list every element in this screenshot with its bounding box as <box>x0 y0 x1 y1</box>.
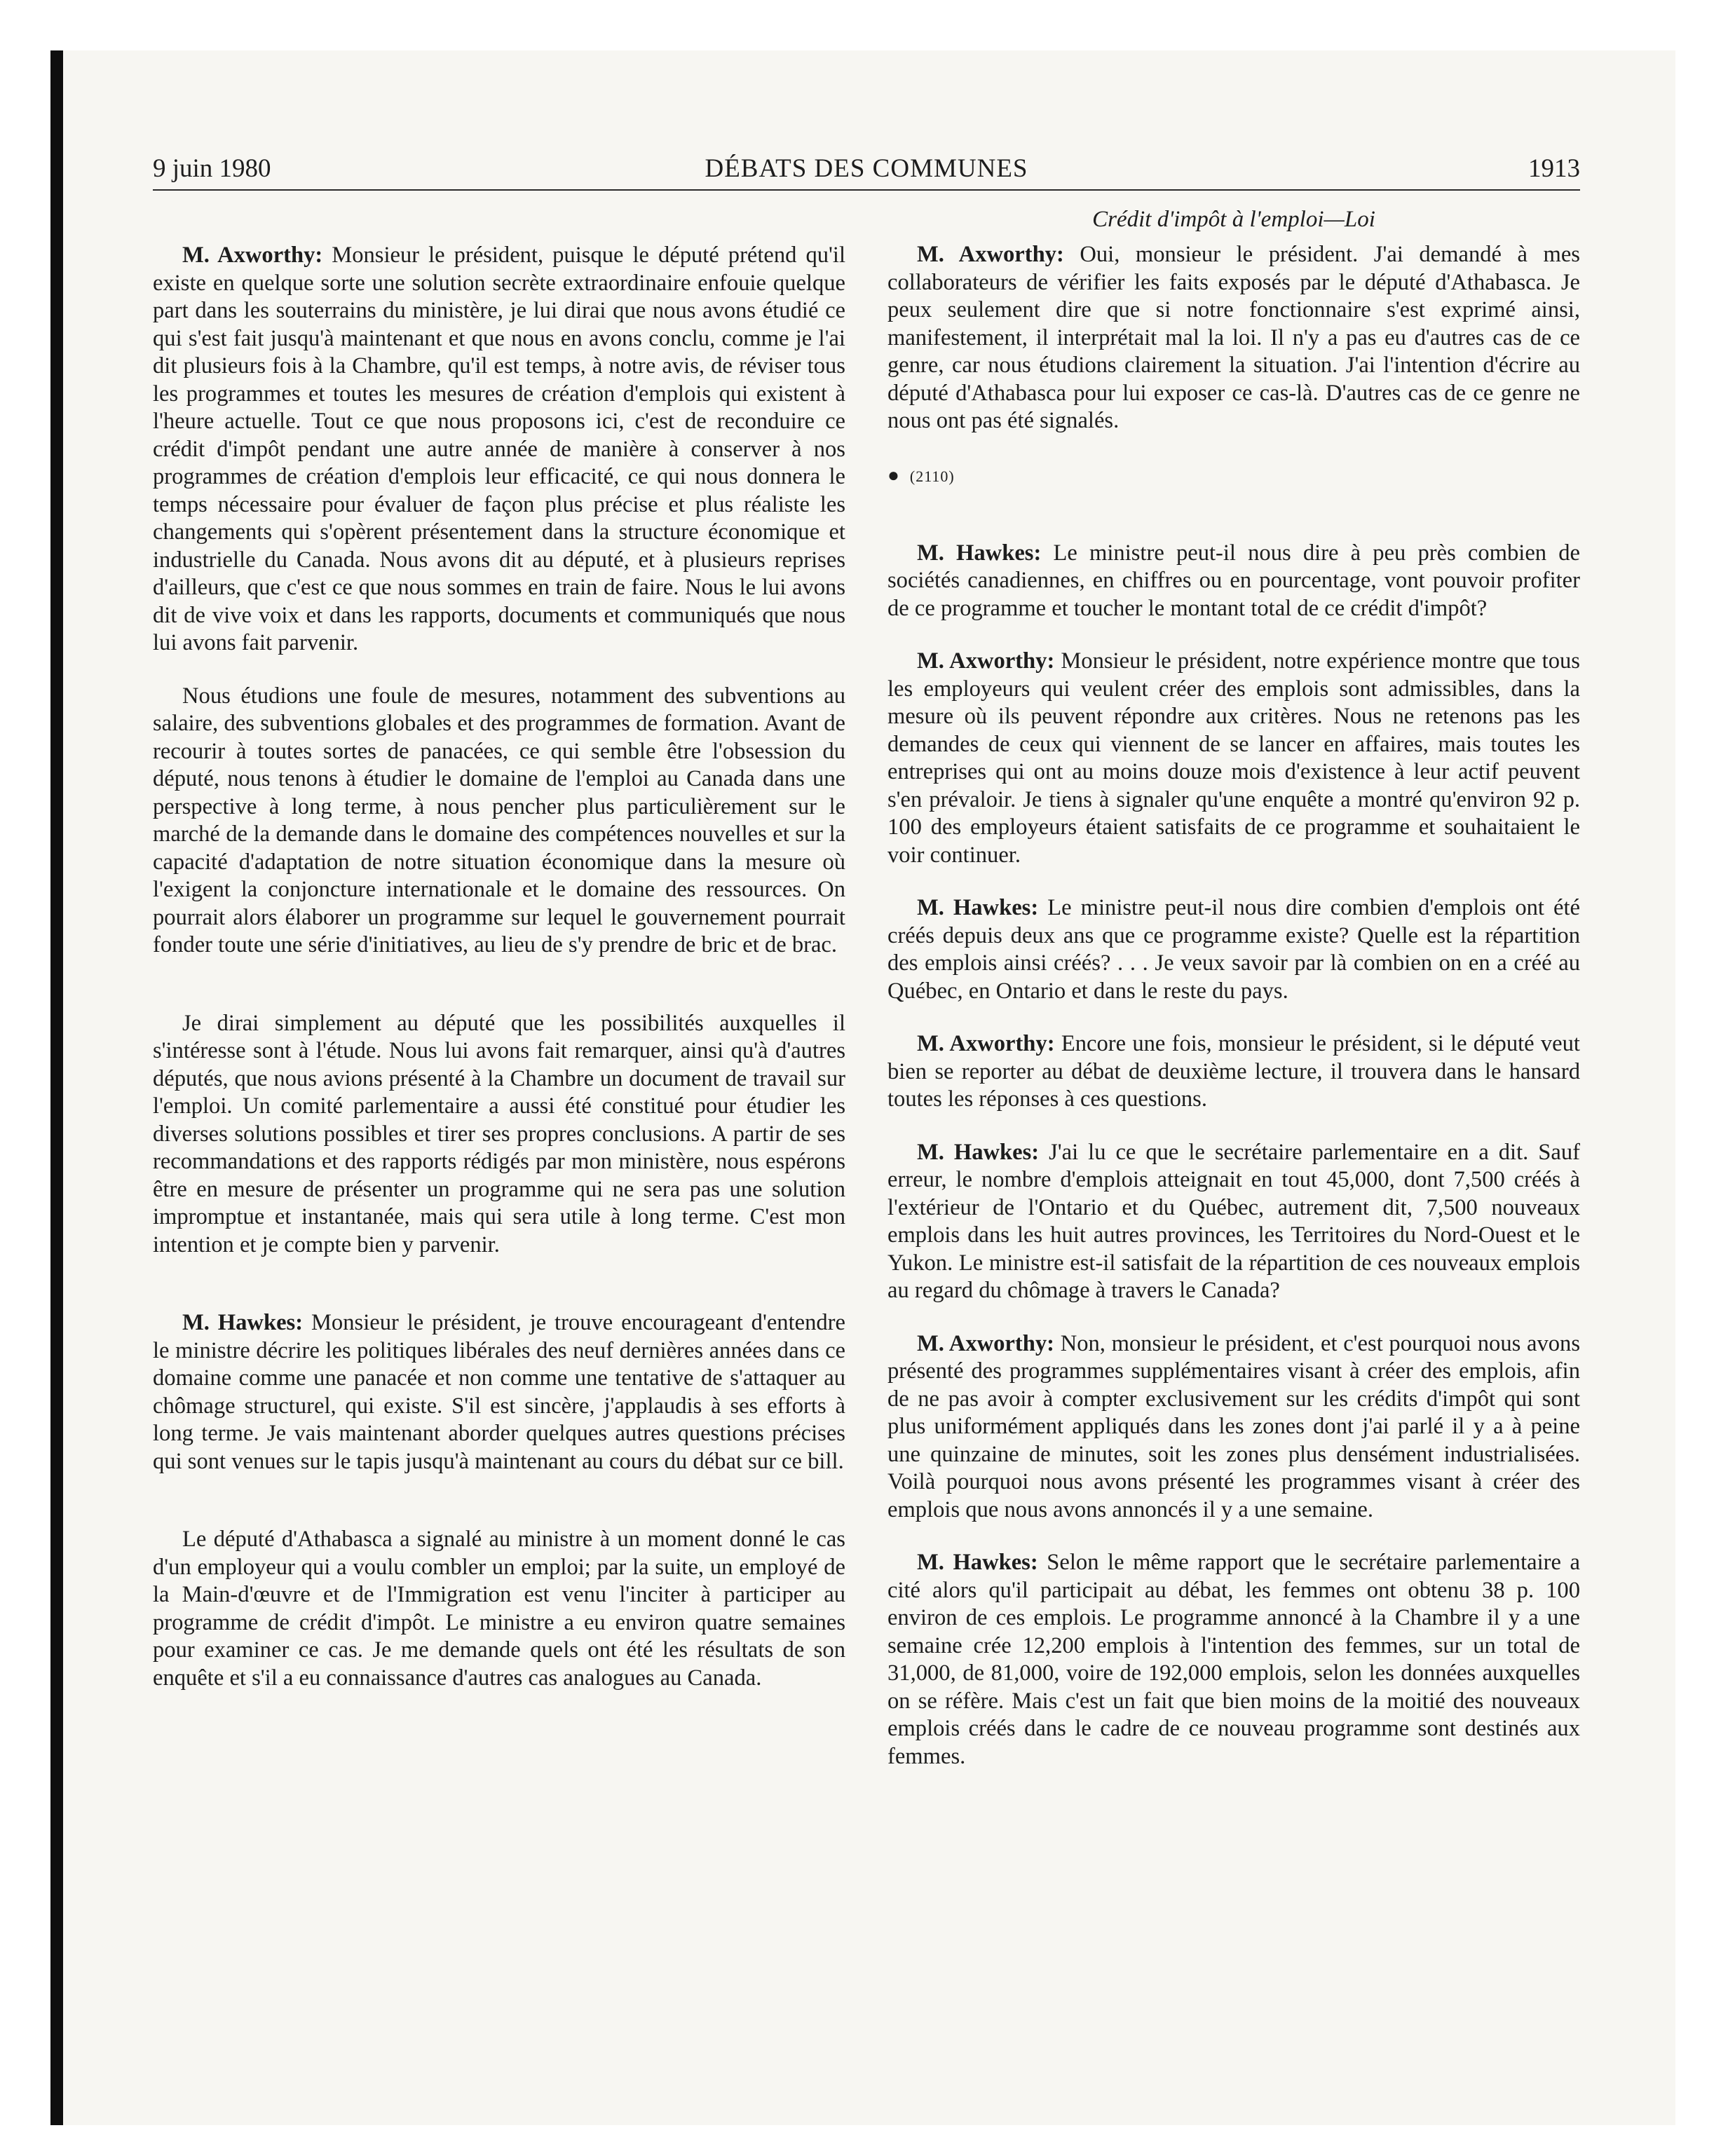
paragraph <box>887 540 1580 623</box>
paragraph <box>153 1309 845 1475</box>
page-number: 1913 <box>1528 154 1580 183</box>
subject-heading: Crédit d'impôt à l'emploi—Loi <box>1092 207 1375 232</box>
speaker-name: M. Hawkes: <box>917 1550 1038 1575</box>
speaker-name: M. Hawkes: <box>182 1310 304 1335</box>
paragraph-text: Monsieur le président, puisque le député prétend qu'il existe en quelque sorte une solution secrète extraordinaire enfouie quelque part dans les souterrains du ministère, je lui dirai que nous avons étudié ce qui s'est fait jusqu'à maintenant et que nous en avons conclu, comme je l'ai dit plusieurs fois à la Chambre, qu'il est temps, à notre avis, de réviser tous les programmes et toutes les mesures de création d'emplois qui existent à l'heure actuelle. Tout ce que nous proposons ici, c'est de reconduire ce crédit d'impôt pendant une autre année de manière à conserver à nos programmes de création d'emplois leur efficacité, ce qui nous donnera le temps nécessaire pour évaluer de façon plus précise et plus réaliste les changements qui s'opèrent présentement dans la structure économique et industrielle du Canada. Nous avons dit au député, et à plusieurs reprises d'ailleurs, que c'est ce que nous sommes en train de faire. Nous le lui avons dit de vive voix et dans les rapports, documents et communiqués que nous lui avons fait parvenir. <box>153 243 845 655</box>
paragraph <box>153 242 845 657</box>
speaker-name: M. Hawkes: <box>917 540 1042 566</box>
paragraph-text: Je dirai simplement au député que les possibilités auxquelles il s'intéresse sont à l'étude. Nous lui avons fait remarquer, ainsi qu'à d'autres députés, que nous avions présenté à la Chambre un document de travail sur l'emploi. Un comité parlementaire a aussi été constitué pour étudier les diverses solutions possibles et tirer ses propres conclusions. A partir de ses recommandations et des rapports rédigés par mon ministère, nous espérons être en mesure de présenter un programme qui ne sera pas une solution impromptue et instantanée, mais qui sera utile à long terme. C'est mon intention et je compte bien y parvenir. <box>153 1010 845 1257</box>
header-title: DÉBATS DES COMMUNES <box>705 154 1028 183</box>
right-column <box>887 203 1580 1796</box>
speaker-name: M. Hawkes: <box>917 1139 1040 1165</box>
paragraph-text: Le député d'Athabasca a signalé au ministre à un moment donné le cas d'un employeur qui a voulu combler un emploi; par la suite, un employé de la Main-d'œuvre et de l'Immigration est venu l'inciter à participer au programme de crédit d'impôt. Le ministre a eu environ quatre semaines pour examiner ce cas. Je me demande quels ont été les résultats de son enquête et s'il a eu connaissance d'autres cas analogues au Canada. <box>153 1527 845 1691</box>
paragraph <box>887 1549 1580 1770</box>
paragraph-text: Encore une fois, monsieur le président, si le député veut bien se reporter au débat de deuxième lecture, il trouvera dans le hansard toutes les réponses à ces questions. <box>887 1031 1580 1112</box>
paragraph <box>887 648 1580 869</box>
header-date: 9 juin 1980 <box>153 154 271 183</box>
speaker-name: M. Axworthy: <box>917 1031 1055 1056</box>
speaker-name: M. Axworthy: <box>182 243 323 268</box>
paragraph <box>887 1330 1580 1524</box>
speaker-name: M. Axworthy: <box>917 242 1064 267</box>
paragraph <box>887 1139 1580 1305</box>
left-column <box>153 242 845 1717</box>
paragraph-text: Le ministre peut-il nous dire combien d'emplois ont été créés depuis deux ans que ce programme existe? Quelle est la répartition des emplois ainsi créés? . . . Je veux savoir par là combien on en a créé au Québec, en Ontario et dans le reste du pays. <box>887 895 1580 1004</box>
paragraph-text: Oui, monsieur le président. J'ai demandé à mes collaborateurs de vérifier les faits exposés par le député d'Athabasca. Je peux seulement dire que si notre fonctionnaire s'est exprimé ainsi, manifestement, il interprétait mal la loi. Il n'y a pas eu d'autres cas de ce genre, car nous étudions clairement la situation. J'ai l'intention d'écrire au député d'Athabasca pour lui exposer ce cas-là. D'autres cas de ce genre ne nous ont pas été signalés. <box>887 242 1580 433</box>
speaker-name: M. Hawkes: <box>917 895 1039 920</box>
time-stamp: (2110) <box>909 467 955 485</box>
paragraph <box>153 683 845 960</box>
speaker-name: M. Axworthy: <box>917 648 1055 674</box>
speaker-name: M. Axworthy: <box>917 1330 1054 1356</box>
paragraph-text: Non, monsieur le président, et c'est pourquoi nous avons présenté des programmes supplémentaires visant à créer des emplois, afin de ne pas avoir à compter exclusivement sur les crédits d'impôt qui sont plus uniformément appliqués dans les zones dont j'ai parlé il y a à peine une quinzaine de minutes, soit les zones plus densément industrialisées. Voilà pourquoi nous avons présenté les programmes visant à créer des emplois que nous avons annoncés il y a une semaine. <box>887 1330 1580 1522</box>
page-header <box>153 149 1580 191</box>
paragraph <box>153 1010 845 1260</box>
paragraph-text: Monsieur le président, je trouve encourageant d'entendre le ministre décrire les politiques libérales des neuf dernières années dans ce domaine comme une panacée et non comme une tentative de s'attaquer au chômage structurel, qui existe. S'il est sincère, j'applaudis à ses efforts à long terme. Je vais maintenant aborder quelques autres questions précises qui sont venues sur le tapis jusqu'à maintenant au cours du débat sur ce bill. <box>153 1310 845 1474</box>
paragraph <box>887 1030 1580 1114</box>
bullet-icon: ● <box>887 464 900 486</box>
paragraph-text: J'ai lu ce que le secrétaire parlementaire en a dit. Sauf erreur, le nombre d'emplois atteignait en tout 45,000, dont 7,500 créés à l'extérieur de l'Ontario et du Québec, autrement dit, 7,500 nouveaux emplois dans les huit autres provinces, les Territoires du Nord-Ouest et le Yukon. Le ministre est-il satisfait de la répartition de ces nouveaux emplois au regard du chômage à travers le Canada? <box>887 1139 1580 1303</box>
paragraph-text: Selon le même rapport que le secrétaire parlementaire a cité alors qu'il participait au débat, les femmes ont obtenu 38 p. 100 environ de ces emplois. Le programme annoncé à la Chambre il y a une semaine crée 12,200 emplois à l'intention des femmes, sur un total de 31,000, de 81,000, voire de 192,000 emplois, selon les données auxquelles on se réfère. Mais c'est un fait que bien moins de la moitié des nouveaux emplois créés dans le cadre de ce nouveau programme sont destinés aux femmes. <box>887 1550 1580 1769</box>
scan-edge-bar <box>50 50 63 2125</box>
paragraph <box>887 894 1580 1005</box>
paragraph-text: Nous étudions une foule de mesures, notamment des subventions au salaire, des subventions globales et des programmes de formation. Avant de recourir à toutes sortes de panacées, ce qui semble être l'obsession du député, nous tenons à étudier le domaine de l'emploi au Canada dans une perspective à long terme, à nous pencher plus particulièrement sur le marché de la demande dans le domaine des compétences nouvelles et sur la capacité d'adaptation de notre situation économique dans la mesure où l'exigent la conjoncture internationale et le domaine des ressources. On pourrait alors élaborer un programme sur lequel le gouvernement pourrait fonder toute une série d'initiatives, au lieu de s'y prendre de bric et de brac. <box>153 683 845 957</box>
paragraph <box>153 1526 845 1692</box>
paragraph <box>887 241 1580 435</box>
time-marker <box>887 462 1580 491</box>
paragraph-text: Le ministre peut-il nous dire à peu près combien de sociétés canadiennes, en chiffres ou en pourcentage, vont pouvoir profiter de ce programme et toucher le montant total de ce crédit d'impôt? <box>887 540 1580 621</box>
paragraph-text: Monsieur le président, notre expérience montre que tous les employeurs qui veulent créer des emplois sont admissibles, dans la mesure où ils peuvent répondre aux critères. Nous ne retenons pas les demandes de ceux qui viennent de se lancer en affaires, mais toutes les entreprises qui ont au moins douze mois d'existence à leur actif peuvent s'en prévaloir. Je tiens à signaler qu'une enquête a montré qu'environ 92 p. 100 des employeurs étaient satisfaits de ce programme et souhaitaient le voir continuer. <box>887 648 1580 868</box>
